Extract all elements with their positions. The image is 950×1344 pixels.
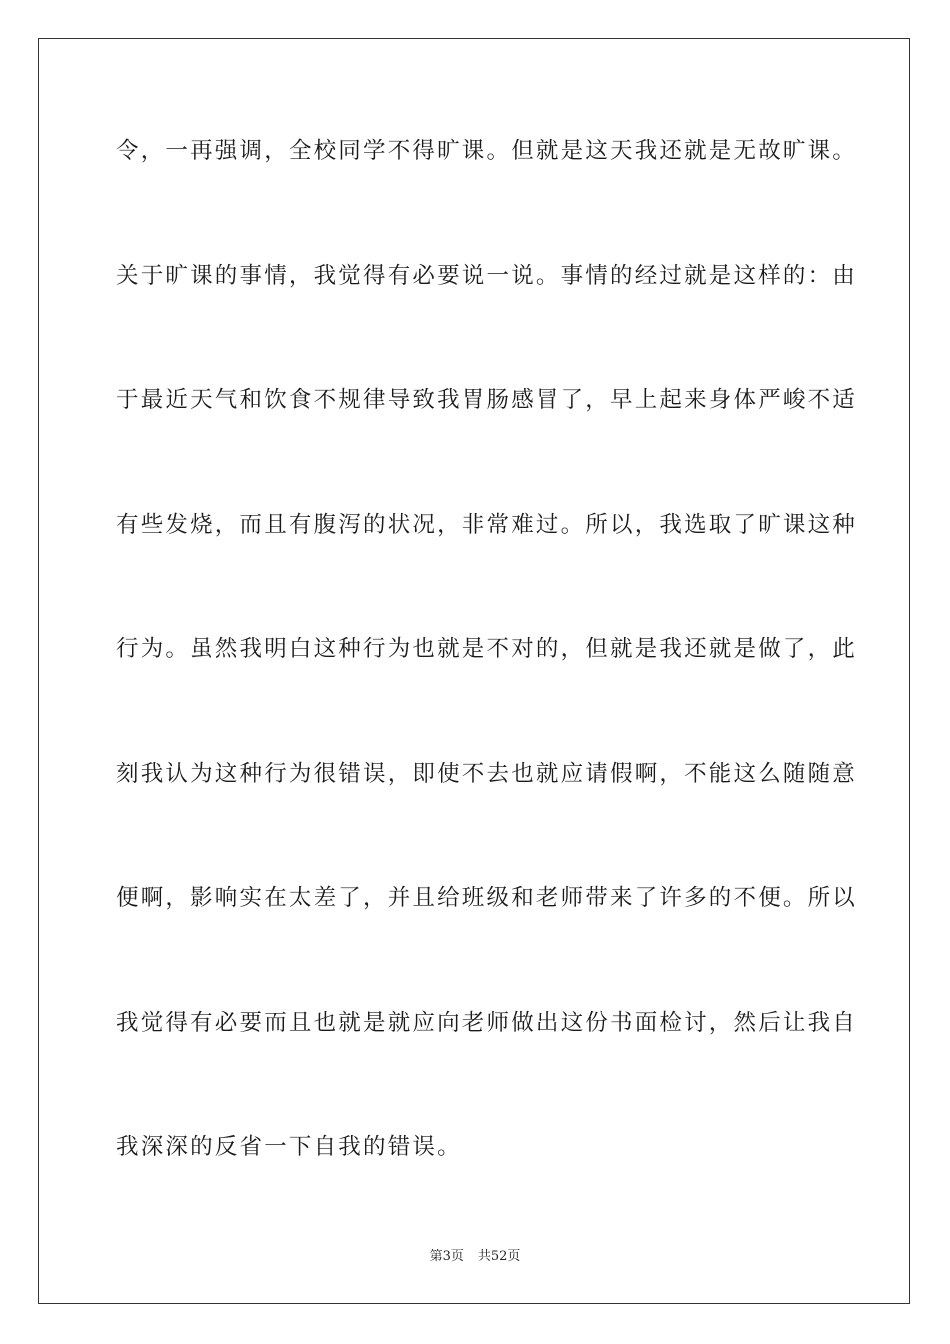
text-line: 令，一再强调，全校同学不得旷课。但就是这天我还就是无故旷课。 bbox=[116, 138, 858, 164]
text-line: 便啊，影响实在太差了，并且给班级和老师带来了许多的不便。所以 bbox=[116, 885, 858, 911]
text-line: 我觉得有必要而且也就是就应向老师做出这份书面检讨，然后让我自 bbox=[116, 1010, 858, 1036]
page-border bbox=[38, 38, 910, 1304]
text-line: 关于旷课的事情，我觉得有必要说一说。事情的经过就是这样的：由 bbox=[116, 263, 858, 289]
text-line: 行为。虽然我明白这种行为也就是不对的，但就是我还就是做了，此 bbox=[116, 636, 858, 662]
total-pages: 共52页 bbox=[477, 1249, 521, 1264]
text-line: 于最近天气和饮食不规律导致我胃肠感冒了，早上起来身体严峻不适 bbox=[116, 387, 858, 413]
text-line: 刻我认为这种行为很错误，即使不去也就应请假啊，不能这么随随意 bbox=[116, 761, 858, 787]
current-page-number: 第3页 bbox=[429, 1249, 464, 1264]
text-line: 有些发烧，而且有腹泻的状况，非常难过。所以，我选取了旷课这种 bbox=[116, 512, 858, 538]
text-line: 我深深的反省一下自我的错误。 bbox=[116, 1134, 462, 1160]
page-footer bbox=[0, 1249, 950, 1265]
